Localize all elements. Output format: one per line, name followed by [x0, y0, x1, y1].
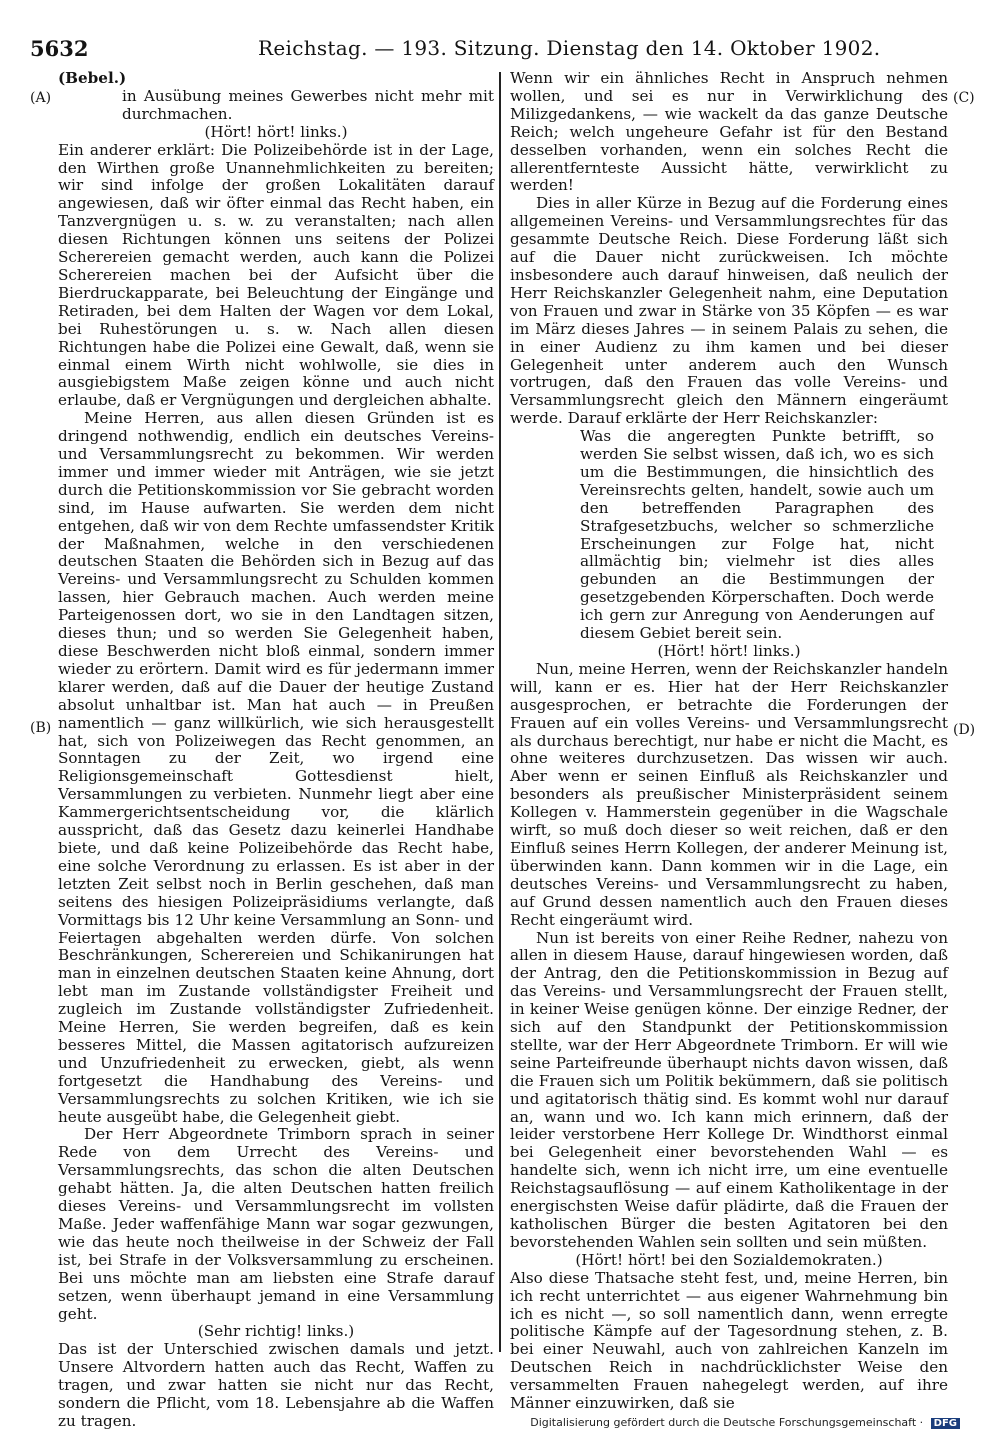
paragraph: Ein anderer erklärt: Die Polizeibehörde ist in der Lage, den Wirthen große Unannehmlichkeiten zu bereiten; wir sind infolge der großen Lokalitäten darauf angewiesen, daß wir öfter einmal das Recht haben, ein Tanzvergnügen u. s. w. zu veranstalten; nach allen diesen Richtungen können uns seitens der Polizei Scherereien gemacht werden, auch kann die Polizei Scherereien machen bei der Aufsicht über die Bierdruckapparate, bei Beleuchtung der Eingänge und Retiraden, bei dem Halten der Wagen vor dem Lokal, bei Ruhestörungen u. s. w. Nach allen diesen Richtungen habe die Polizei eine Gewalt, daß, wenn sie einmal einem Wirth nicht wohlwolle, sie dies in ausgiebigstem Maße zeigen könne und auch nicht erlaube, daß er Vergnügungen und dergleichen abhalte. — [58, 140, 494, 410]
interjection: (Hört! hört! links.) — [204, 122, 348, 141]
page-header — [30, 36, 970, 66]
interjection: (Sehr richtig! links.) — [197, 1322, 355, 1341]
paragraph: Also diese Thatsache steht fest, und, meine Herren, bin ich recht unterrichtet — aus eigener Wahrnehmung bin ich es nicht —, so soll namentlich dann, wenn erregte politische Kämpfe auf der Tagesordnung stehen, z. B. bei einer Neuwahl, auch von zahlreichen Kanzeln im Deutschen Reich in nachdrücklichster Weise den versammelten Frauen nahegelegt werden, auf ihre Männer einzuwirken, daß sie — [510, 1268, 948, 1413]
left-column — [58, 70, 494, 1431]
dfg-logo: DFG — [931, 1418, 960, 1429]
paragraph: Nun ist bereits von einer Reihe Redner, nahezu von allen in diesem Hause, darauf hingewiesen worden, daß der Antrag, den die Petitionskommission in Bezug auf das Vereins- und Versammlungsrecht der Frauen stellt, in keiner Weise genügen könne. Der einzige Redner, der sich auf den Standpunkt der Petitionskommission stellte, war der Herr Abgeordnete Trimborn. Er will wie seine Parteifreunde überhaupt nichts davon wissen, daß die Frauen sich um Politik bekümmern, daß sie politisch und agitatorisch thätig sind. Es kommt wohl nur darauf an, wann und wo. Ich kann mich erinnern, daß der leider verstorbene Herr Kollege Dr. Windthorst einmal bei Gelegenheit einer bevorstehenden Wahl — es handelte sich, wenn ich nicht irre, um eine eventuelle Reichstagsauflösung — auf einem Katholikentage in der energischsten Weise dafür plädirte, daß die Frauen der katholischen Bürger die besten Agitatoren bei den bevorstehenden Wahlen sein sollten und sein müßten. — [510, 928, 948, 1251]
paragraph: Wenn wir ein ähnliches Recht in Anspruch nehmen wollen, und sei es nur in Verwirklichung des Milizgedankens, — wie wackelt da das ganze Deutsche Reich; welch ungeheure Gefahr ist für den Bestand desselben vorhanden, wenn ein solches Recht die allerentfernteste Aussicht hätte, verwirklicht zu werden! — [510, 69, 948, 195]
speaker-name: (Bebel.) — [58, 69, 127, 87]
credit-text: Digitalisierung gefördert durch die Deutsche Forschungsgemeinschaft · — [530, 1416, 924, 1429]
digitization-credit — [530, 1416, 960, 1429]
paragraph: Der Herr Abgeordnete Trimborn sprach in seiner Rede von dem Urrecht des Vereins- und Versammlungsrechts, das schon die alten Deutschen gehabt hätten. Ja, die alten Deutschen hatten freilich dieses Vereins- und Versammlungsrecht im vollsten Maße. Jeder waffenfähige Mann war sogar gezwungen, wie das heute noch theilweise in der Schweiz der Fall ist, bei Strafe in der Volksversammlung zu erscheinen. Bei uns möchte man am liebsten eine Strafe darauf setzen, wenn überhaupt jemand in eine Versammlung geht. — [58, 1125, 494, 1323]
margin-marker-a: (A) — [30, 90, 52, 106]
interjection: (Hört! hört! links.) — [657, 642, 801, 660]
interjection: (Hört! hört! bei den Sozialdemokraten.) — [575, 1250, 883, 1269]
block-quote: Was die angeregten Punkte betrifft, so werden Sie selbst wissen, daß ich, wo es sich um die Bestimmungen, die hinsichtlich des Vereinsrechts gelten, handelt, sowie auch um den betreffenden Paragraphen des Strafgesetzbuchs, welcher so schmerzliche Erscheinungen zur Folge hat, nicht allmächtig bin; vielmehr ist dies alles gebunden an die Bestimmungen der gesetzgebenden Körperschaften. Doch werde ich gern zur Anregung von Aenderungen auf diesem Gebiet bereit sein. — [580, 427, 934, 643]
paragraph: Nun, meine Herren, wenn der Reichskanzler handeln will, kann er es. Hier hat der Herr Reichskanzler ausgesprochen, er betrachte die Forderungen der Frauen auf ein volles Vereins- und Versammlungsrecht als durchaus berechtigt, nur habe er nicht die Macht, es ohne weiteres durchzusetzen. Das wissen wir auch. Aber wenn er seinen Einfluß als Reichskanzler und besonders als preußischer Ministerpräsident seinem Kollegen v. Hammerstein gegenüber in die Wagschale wirft, so muß doch dieser so weit reichen, daß er den Einfluß seines Herrn Kollegen, der anderer Meinung ist, überwinden kann. Dann kommen wir in die Lage, ein deutsches Vereins- und Versammlungsrecht zu haben, auf Grund dessen namentlich auch den Frauen dieses Recht eingeräumt wird. — [510, 659, 949, 929]
paragraph: Das ist der Unterschied zwischen damals und jetzt. Unsere Altvordern hatten auch das Recht, Waffen zu tragen, und zwar hatten sie nicht nur das Recht, sondern die Pflicht, vom 18. Lebensjahre ab die Waffen zu tragen. — [58, 1340, 494, 1430]
paragraph: Dies in aller Kürze in Bezug auf die Forderung eines allgemeinen Vereins- und Versammlungsrechtes für das gesammte Deutsche Reich. Diese Forderung läßt sich auf die Dauer nicht zurückweisen. Ich möchte insbesondere auch darauf hinweisen, daß neulich der Herr Reichskanzler Gelegenheit nahm, eine Deputation von Frauen und zwar in Stärke von 35 Köpfen — es war im März dieses Jahres — in seinem Palais zu sehen, die in einer Audienz zu ihm kamen und bei dieser Gelegenheit unter anderem auch den Wunsch vortrugen, daß den Frauen das volle Vereins- und Versammlungsrecht gleich den Männern eingeräumt werde. Darauf erklärte der Herr Reichskanzler: — [510, 194, 948, 428]
margin-marker-b: (B) — [30, 720, 52, 736]
page-number: 5632 — [30, 36, 89, 61]
right-column — [510, 70, 948, 1413]
margin-marker-c: (C) — [953, 90, 975, 106]
running-title: Reichstag. — 193. Sitzung. Dienstag den 14. Oktober 1902. — [258, 36, 881, 60]
paragraph: Meine Herren, aus allen diesen Gründen ist es dringend nothwendig, endlich ein deutsches Vereins- und Versammlungsrecht zu bekommen. Wir werden immer und immer wieder mit Anträgen, wie sie jetzt durch die Petitionskommission vor Sie gebracht worden sind, im Hause aufwarten. Sie werden dem nicht entgehen, daß wir von dem Rechte umfassendster Kritik der Maßnahmen, welche in den verschiedenen deutschen Staaten die Behörden sich in Bezug auf das Vereins- und Versammlungsrecht zu Schulden kommen lassen, hier Gebrauch machen. Auch werden meine Parteigenossen dort, wo sie in den Landtagen sitzen, dieses thun; und so werden Sie Gelegenheit haben, diese Beschwerden nicht bloß einmal, sondern immer wieder zu erörtern. Damit wird es für jedermann immer klarer werden, daß auf die Dauer der heutige Zustand absolut unhaltbar ist. Man hat auch — in Preußen namentlich — ganz willkürlich, wie sich herausgestellt hat, sich von Polizeiwegen das Recht genommen, an Sonntagen zu der Zeit, wo irgend eine Religionsgemeinschaft Gottesdienst hielt, Versammlungen zu verbieten. Nunmehr liegt aber eine Kammergerichtsentscheidung vor, die klärlich ausspricht, daß das Gesetz dazu keinerlei Handhabe biete, und daß keine Polizeibehörde das Recht habe, eine solche Verordnung zu erlassen. Es ist aber in der letzten Zeit selbst noch in Berlin geschehen, daß man seitens des hiesigen Polizeipräsidiums verlangte, daß Vormittags bis 12 Uhr keine Versammlung an Sonn- und Feiertagen abgehalten werden dürfe. Von solchen Beschränkungen, Scherereien und Schikanirungen hat man in einzelnen deutschen Staaten keine Ahnung, dort lebt man im Zustande vollständigster Freiheit und zugleich im Zustande vollständigster Zufriedenheit. Meine Herren, Sie werden begreifen, daß es kein besseres Mittel, die Massen agitatorisch aufzureizen und Unzufriedenheit zu erwecken, giebt, als wenn fortgesetzt die Handhabung des Vereins- und Versammlungsrechts zu solchen Kritiken, wie ich sie heute ausgeübt habe, die Gelegenheit giebt. — [58, 409, 494, 1126]
column-divider — [499, 72, 501, 1352]
paragraph: in Ausübung meines Gewerbes nicht mehr mit durchmachen. — [122, 86, 494, 123]
margin-marker-d: (D) — [953, 722, 976, 738]
